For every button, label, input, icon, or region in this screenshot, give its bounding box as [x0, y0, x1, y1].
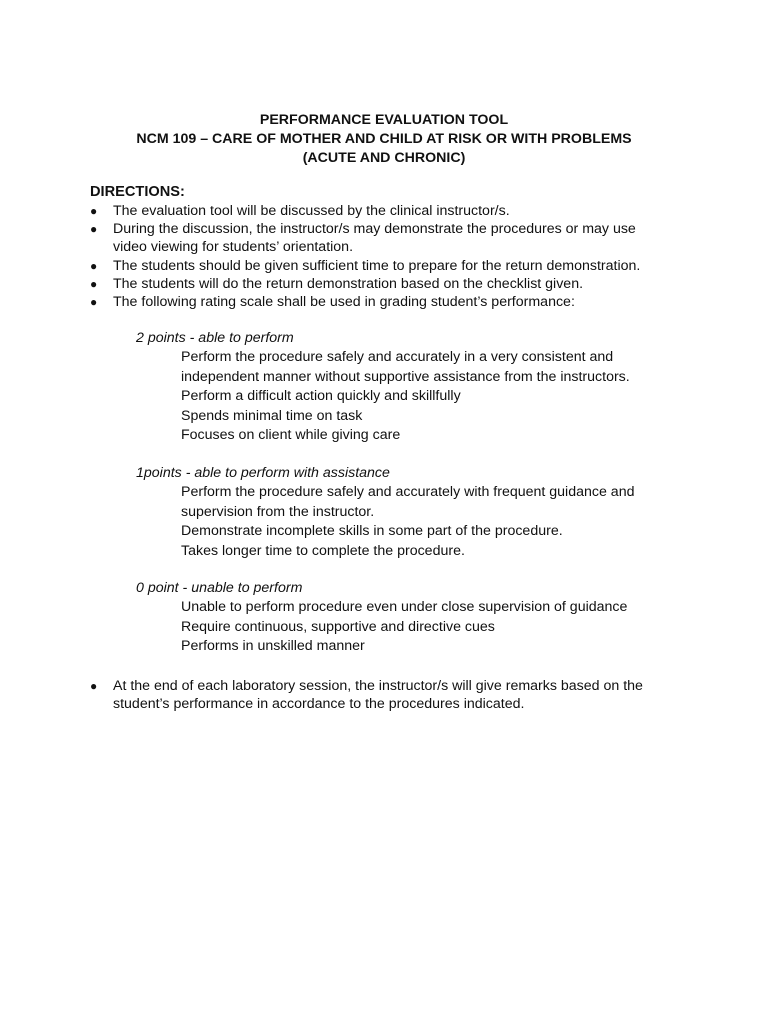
directions-item	[90, 202, 690, 220]
title-line-2: NCM 109 – CARE OF MOTHER AND CHILD AT RISK OR WITH PROBLEMS	[136, 131, 632, 147]
rating-scale-item: Require continuous, supportive and directive cues	[181, 618, 495, 635]
final-note-text: student’s performance in accordance to the procedures indicated.	[113, 696, 525, 713]
bullet-icon: ●	[90, 222, 98, 237]
document-title	[0, 111, 768, 168]
rating-scale-item: supervision from the instructor.	[181, 503, 375, 520]
rating-scale-item: Perform the procedure safely and accurately in a very consistent and	[181, 349, 614, 366]
directions-item-text: The evaluation tool will be discussed by the clinical instructor/s.	[113, 203, 510, 219]
directions-item-text: The students will do the return demonstration based on the checklist given.	[113, 275, 584, 292]
bullet-icon: ●	[90, 295, 98, 310]
final-note-list	[90, 677, 690, 713]
rating-scale-2-points	[136, 329, 696, 446]
bullet-icon: ●	[90, 258, 98, 273]
directions-list	[90, 202, 690, 311]
directions-item	[90, 275, 690, 293]
directions-item	[90, 293, 690, 311]
directions-item-text: video viewing for students’ orientation.	[113, 239, 354, 256]
bullet-icon: ●	[90, 679, 98, 693]
final-note-item	[90, 677, 690, 713]
directions-item	[90, 257, 690, 275]
rating-scale-item: Perform the procedure safely and accurately with frequent guidance and	[181, 484, 635, 501]
rating-scale-items	[136, 598, 696, 655]
rating-scale-heading: 1points - able to perform with assistance	[136, 465, 390, 481]
bullet-icon: ●	[90, 276, 98, 291]
rating-scale-items	[136, 483, 696, 560]
rating-scale-items	[136, 348, 696, 444]
final-note-text: At the end of each laboratory session, the instructor/s will give remarks based on the	[113, 678, 643, 694]
title-line-3: (ACUTE AND CHRONIC)	[302, 150, 466, 166]
rating-scale-item: Spends minimal time on task	[181, 407, 363, 424]
directions-item-text: The students should be given sufficient time to prepare for the return demonstration.	[113, 257, 641, 274]
title-line-1: PERFORMANCE EVALUATION TOOL	[259, 112, 509, 128]
directions-heading: DIRECTIONS:	[90, 184, 185, 200]
rating-scale-item: Perform a difficult action quickly and skillfully	[181, 388, 461, 405]
rating-scale-heading: 2 points - able to perform	[136, 330, 294, 346]
directions-item	[90, 220, 690, 256]
rating-scale-item: Performs in unskilled manner	[181, 638, 365, 655]
rating-scale-item: Takes longer time to complete the procedure.	[181, 542, 465, 559]
directions-item-text: The following rating scale shall be used in grading student’s performance:	[113, 294, 575, 311]
rating-scale-0-point	[136, 579, 696, 657]
rating-scale-item: Focuses on client while giving care	[181, 427, 401, 444]
directions-item-text: During the discussion, the instructor/s may demonstrate the procedures or may use	[113, 221, 636, 238]
rating-scale-1-point	[136, 464, 696, 561]
rating-scale-item: Demonstrate incomplete skills in some part of the procedure.	[181, 523, 563, 540]
bullet-icon: ●	[90, 204, 98, 218]
rating-scale-heading: 0 point - unable to perform	[136, 580, 303, 596]
rating-scale-item: independent manner without supportive assistance from the instructors.	[181, 368, 630, 385]
rating-scale-item: Unable to perform procedure even under close supervision of guidance	[181, 599, 628, 616]
